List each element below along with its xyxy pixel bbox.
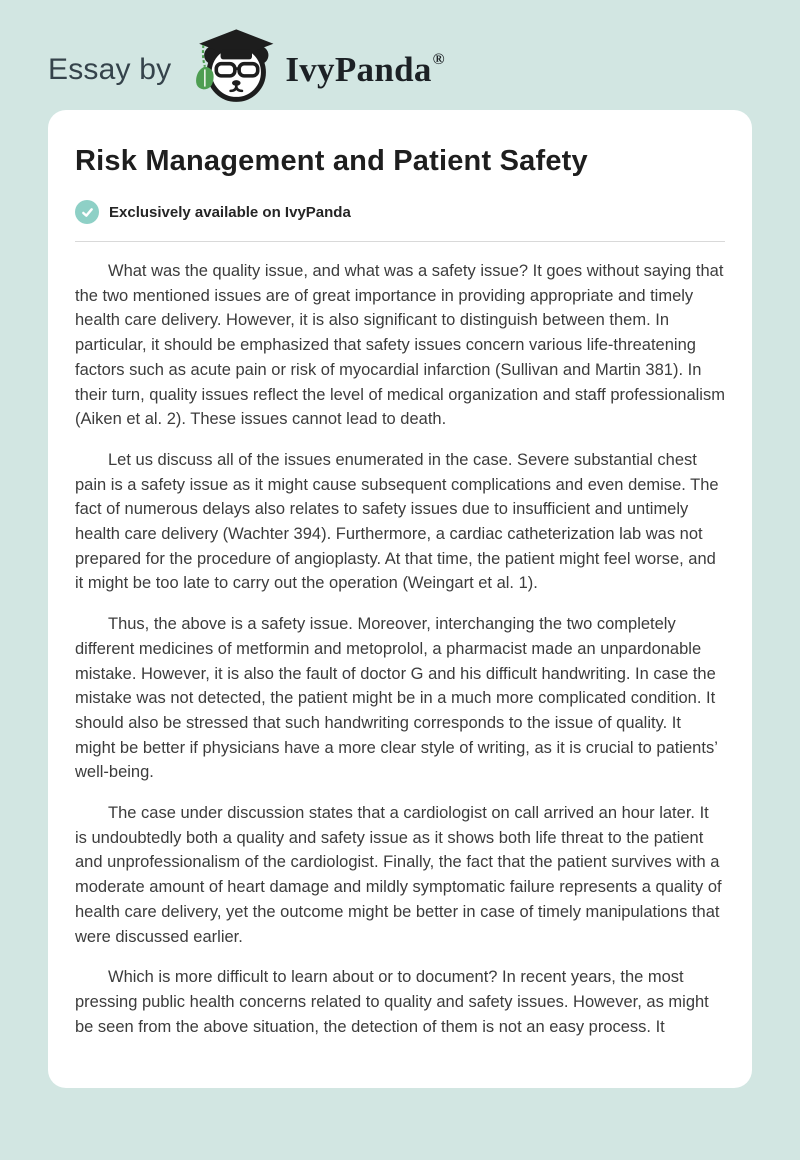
brand-name — [285, 50, 444, 90]
essay-by-label: Essay by — [48, 53, 172, 86]
check-icon — [75, 200, 99, 224]
badge-label: Exclusively available on IvyPanda — [109, 203, 351, 221]
panda-graduate-logo-icon — [189, 28, 275, 108]
exclusive-badge — [75, 200, 725, 224]
essay-paragraph: Which is more difficult to learn about or to document? In recent years, the most pressing public health concerns related to quality and safety issues. However, as might be seen from the above situation, the detection of them is not an easy process. It — [75, 968, 709, 1036]
site-header — [0, 0, 800, 110]
divider — [75, 241, 725, 242]
page-title: Risk Management and Patient Safety — [75, 145, 588, 177]
essay-paragraph: Let us discuss all of the issues enumerated in the case. Severe substantial chest pain is a safety issue as it might cause subsequent complications and even demise. The fact of numerous delays also relates to safety issues due to insufficient and untimely health care delivery (Wachter 394). Furthermore, a cardiac catheterization lab was not prepared for the procedure of angioplasty. At that time, the patient might feel worse, and it might be too late to carry out the operation (Weingart et al. 1). — [75, 450, 719, 593]
essay-paragraph: Thus, the above is a safety issue. Moreover, interchanging the two completely different medicines of metformin and metoprolol, a pharmacist made an unpardonable mistake. However, it is also the fault of doctor G and his difficult handwriting. In case the mistake was not detected, the patient might be in a much more complicated condition. It should also be stressed that such handwriting corresponds to the issue of quality. It might be better if physicians have a more clear style of writing, as it is crucial to patients’ well-being. — [75, 615, 718, 782]
essay-paragraph: What was the quality issue, and what was a safety issue? It goes without saying that the two mentioned issues are of great importance in providing appropriate and timely health care delivery. However, it is also significant to distinguish between them. In particular, it should be emphasized that safety issues concern various life-threatening factors such as acute pain or risk of myocardial infarction (Sullivan and Martin 381). In their turn, quality issues reflect the level of medical organization and staff professionalism (Aiken et al. 2). These issues cannot lead to death. — [75, 262, 725, 429]
essay-paragraph: The case under discussion states that a cardiologist on call arrived an hour later. It is undoubtedly both a quality and safety issue as it shows both life threat to the patient and unprofessionalism of the cardiologist. Finally, the fact that the patient survives with a moderate amount of heart damage and mildly symptomatic failure represents a quality of health care delivery, yet the outcome might be better in case of timely manipulations that were discussed earlier. — [75, 804, 722, 946]
essay-card — [48, 110, 752, 1088]
essay-body — [75, 259, 725, 1039]
registered-mark: ® — [432, 51, 445, 69]
brand-text: IvyPanda — [285, 50, 432, 89]
